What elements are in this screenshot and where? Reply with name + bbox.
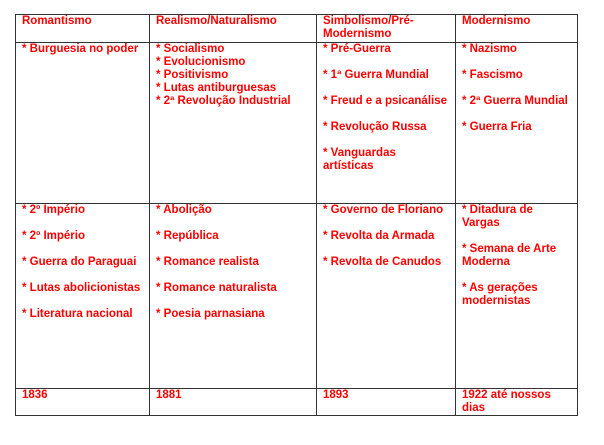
year-modernismo: 1922 até nossos dias: [456, 389, 578, 416]
list-item: * Semana de Arte Moderna: [462, 243, 557, 268]
list-item: * Freud e a psicanálise: [323, 95, 448, 107]
list-item: * Evolucionismo: [156, 56, 246, 68]
header-romantismo: Romantismo: [16, 15, 150, 43]
world-context-romantismo: [16, 43, 150, 204]
list-item: * Lutas antiburguesas: [156, 82, 277, 94]
list-item: * As gerações modernistas: [462, 282, 538, 307]
list-item: * Nazismo: [462, 43, 517, 55]
year-realismo: 1881: [150, 389, 317, 416]
list-item: * Revolução Russa: [323, 121, 427, 133]
literary-periods-table: [15, 14, 578, 416]
brazil-context-realismo: [150, 204, 317, 389]
list-item: * Romance realista: [156, 256, 259, 268]
list-item: * 2º Império: [22, 204, 85, 216]
list-item: * Pré-Guerra: [323, 43, 391, 55]
year-romantismo: 1836: [16, 389, 150, 416]
list-item: * Literatura nacional: [22, 308, 133, 320]
list-item: * Vanguardas artísticas: [323, 147, 396, 172]
list-item: * 2ª Guerra Mundial: [462, 95, 568, 107]
list-item: * Abolição: [156, 204, 212, 216]
list-item: * Positivismo: [156, 69, 229, 81]
years-row: [16, 389, 578, 416]
list-item: * Governo de Floriano: [323, 204, 444, 216]
brazil-context-modernismo: [456, 204, 578, 389]
list-item: * Ditadura de Vargas: [462, 204, 533, 229]
list-item: * Fascismo: [462, 69, 523, 81]
list-item: * Revolta de Canudos: [323, 256, 442, 268]
world-context-realismo: [150, 43, 317, 204]
world-context-modernismo: [456, 43, 578, 204]
list-item: * República: [156, 230, 219, 242]
brazil-context-romantismo: [16, 204, 150, 389]
list-item: * 2º Império: [22, 230, 85, 242]
list-item: * Guerra Fria: [462, 121, 532, 133]
list-item: * 2ª Revolução Industrial: [156, 95, 291, 107]
world-context-simbolismo: [317, 43, 456, 204]
brazil-context-row: [16, 204, 578, 389]
list-item: * Revolta da Armada: [323, 230, 435, 242]
list-item: * Poesia parnasiana: [156, 308, 265, 320]
header-modernismo: Modernismo: [456, 15, 578, 43]
header-row: [16, 15, 578, 43]
list-item: * Guerra do Paraguai: [22, 256, 137, 268]
brazil-context-simbolismo: [317, 204, 456, 389]
list-item: * Socialismo: [156, 43, 225, 55]
list-item: * Romance naturalista: [156, 282, 277, 294]
header-realismo-naturalismo: Realismo/Naturalismo: [150, 15, 317, 43]
list-item: * Burguesia no poder: [22, 43, 139, 55]
list-item: * 1ª Guerra Mundial: [323, 69, 429, 81]
year-simbolismo: 1893: [317, 389, 456, 416]
list-item: * Lutas abolicionistas: [22, 282, 141, 294]
world-context-row: [16, 43, 578, 204]
header-simbolismo-pre-modernismo: Simbolismo/Pré-Modernismo: [317, 15, 456, 43]
